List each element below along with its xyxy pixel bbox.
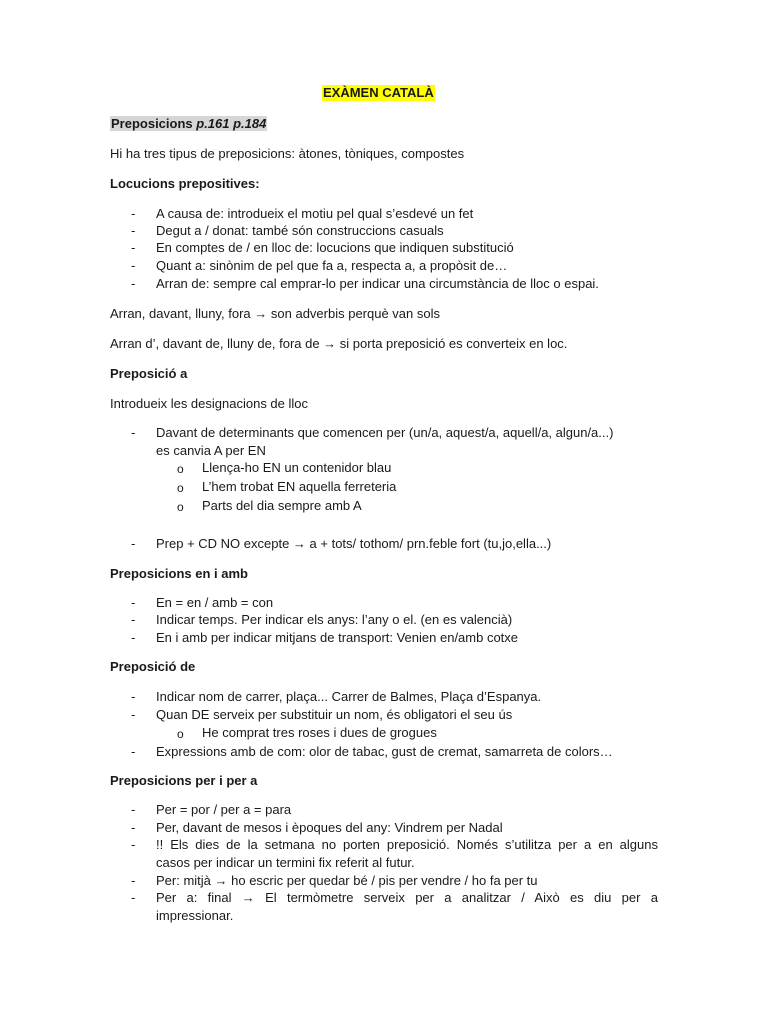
sub-list-item: L’hem trobat EN aquella ferreteria: [202, 479, 397, 494]
list-item: Expressions amb de com: olor de tabac, gust de cremat, samarreta de colors…: [156, 744, 613, 759]
page-refs: p.161 p.184: [196, 116, 267, 131]
list-dash: -: [131, 630, 136, 645]
section-heading-en-amb: Preposicions en i amb: [110, 566, 248, 581]
paragraph-designacions: Introdueix les designacions de lloc: [110, 396, 309, 411]
list-item: En = en / amb = con: [156, 595, 274, 610]
list-dash: -: [131, 258, 136, 273]
list-item: Prep + CD NO excepte → a + tots/ tothom/ prn.feble fort (tu,jo,ella...): [156, 536, 552, 551]
list-item-line: casos per indicar un termini fix referit al futur.: [156, 855, 415, 870]
list-item: Quan DE serveix per substituir un nom, és obligatori el seu ús: [156, 707, 513, 722]
list-item-line: Davant de determinants que comencen per (un/a, aquest/a, aquell/a, algun/a...): [156, 425, 614, 440]
list-item: Per, davant de mesos i èpoques del any: Vindrem per Nadal: [156, 820, 503, 835]
list-item: Per = por / per a = para: [156, 802, 292, 817]
list-item-line: Per a: final → El termòmetre serveix per a analitzar / Això es diu per a: [156, 890, 658, 905]
list-dash: -: [131, 802, 136, 817]
list-dash: -: [131, 206, 136, 221]
list-dash: -: [131, 689, 136, 704]
list-dash: -: [131, 873, 136, 888]
heading-highlight: [110, 116, 267, 131]
list-item: En i amb per indicar mitjans de transport: Venien en/amb cotxe: [156, 630, 519, 645]
section-heading-preposicio-a: Preposició a: [110, 366, 188, 381]
list-dash: -: [131, 744, 136, 759]
list-dash: -: [131, 612, 136, 627]
list-item: Degut a / donat: també són construccions casuals: [156, 223, 444, 238]
list-item-line: !! Els dies de la setmana no porten preposició. Només s’utilitza per a en alguns: [156, 837, 658, 852]
list-item: A causa de: introdueix el motiu pel qual s’esdevé un fet: [156, 206, 474, 221]
list-item: Indicar temps. Per indicar els anys: l’any o el. (en es valencià): [156, 612, 513, 627]
circle-bullet: o: [177, 727, 184, 741]
list-dash: -: [131, 837, 136, 852]
list-dash: -: [131, 890, 136, 905]
list-item: Indicar nom de carrer, plaça... Carrer de Balmes, Plaça d’Espanya.: [156, 689, 542, 704]
list-item: Arran de: sempre cal emprar-lo per indicar una circumstància de lloc o espai.: [156, 276, 599, 291]
sub-list-item: Parts del dia sempre amb A: [202, 498, 362, 513]
list-dash: -: [131, 276, 136, 291]
heading-text: Preposicions: [111, 116, 197, 131]
paragraph-types: Hi ha tres tipus de preposicions: àtones, tòniques, compostes: [110, 146, 465, 161]
section-heading-preposicio-de: Preposició de: [110, 659, 196, 674]
list-dash: -: [131, 820, 136, 835]
list-dash: -: [131, 595, 136, 610]
section-heading-per-per-a: Preposicions per i per a: [110, 773, 258, 788]
circle-bullet: o: [177, 500, 184, 514]
list-item-line: es canvia A per EN: [156, 443, 266, 458]
list-item: En comptes de / en lloc de: locucions que indiquen substitució: [156, 240, 514, 255]
list-item-line: impressionar.: [156, 908, 234, 923]
sub-list-item: He comprat tres roses i dues de grogues: [202, 725, 437, 740]
paragraph-locucio: Arran d’, davant de, lluny de, fora de → si porta preposició es converteix en loc.: [110, 336, 568, 351]
list-item: Per: mitjà → ho escric per quedar bé / pis per vendre / ho fa per tu: [156, 873, 538, 888]
list-dash: -: [131, 425, 136, 440]
paragraph-adverbis: Arran, davant, lluny, fora → son adverbis perquè van sols: [110, 306, 440, 321]
list-dash: -: [131, 536, 136, 551]
list-dash: -: [131, 223, 136, 238]
list-dash: -: [131, 240, 136, 255]
list-dash: -: [131, 707, 136, 722]
document-title: EXÀMEN CATALÀ: [323, 85, 434, 100]
circle-bullet: o: [177, 462, 184, 476]
section-heading-preposicions: [110, 116, 267, 132]
list-item: Quant a: sinònim de pel que fa a, respecta a, a propòsit de…: [156, 258, 508, 273]
subheading-locucions: Locucions prepositives:: [110, 176, 260, 191]
sub-list-item: Llença-ho EN un contenidor blau: [202, 460, 392, 475]
circle-bullet: o: [177, 481, 184, 495]
